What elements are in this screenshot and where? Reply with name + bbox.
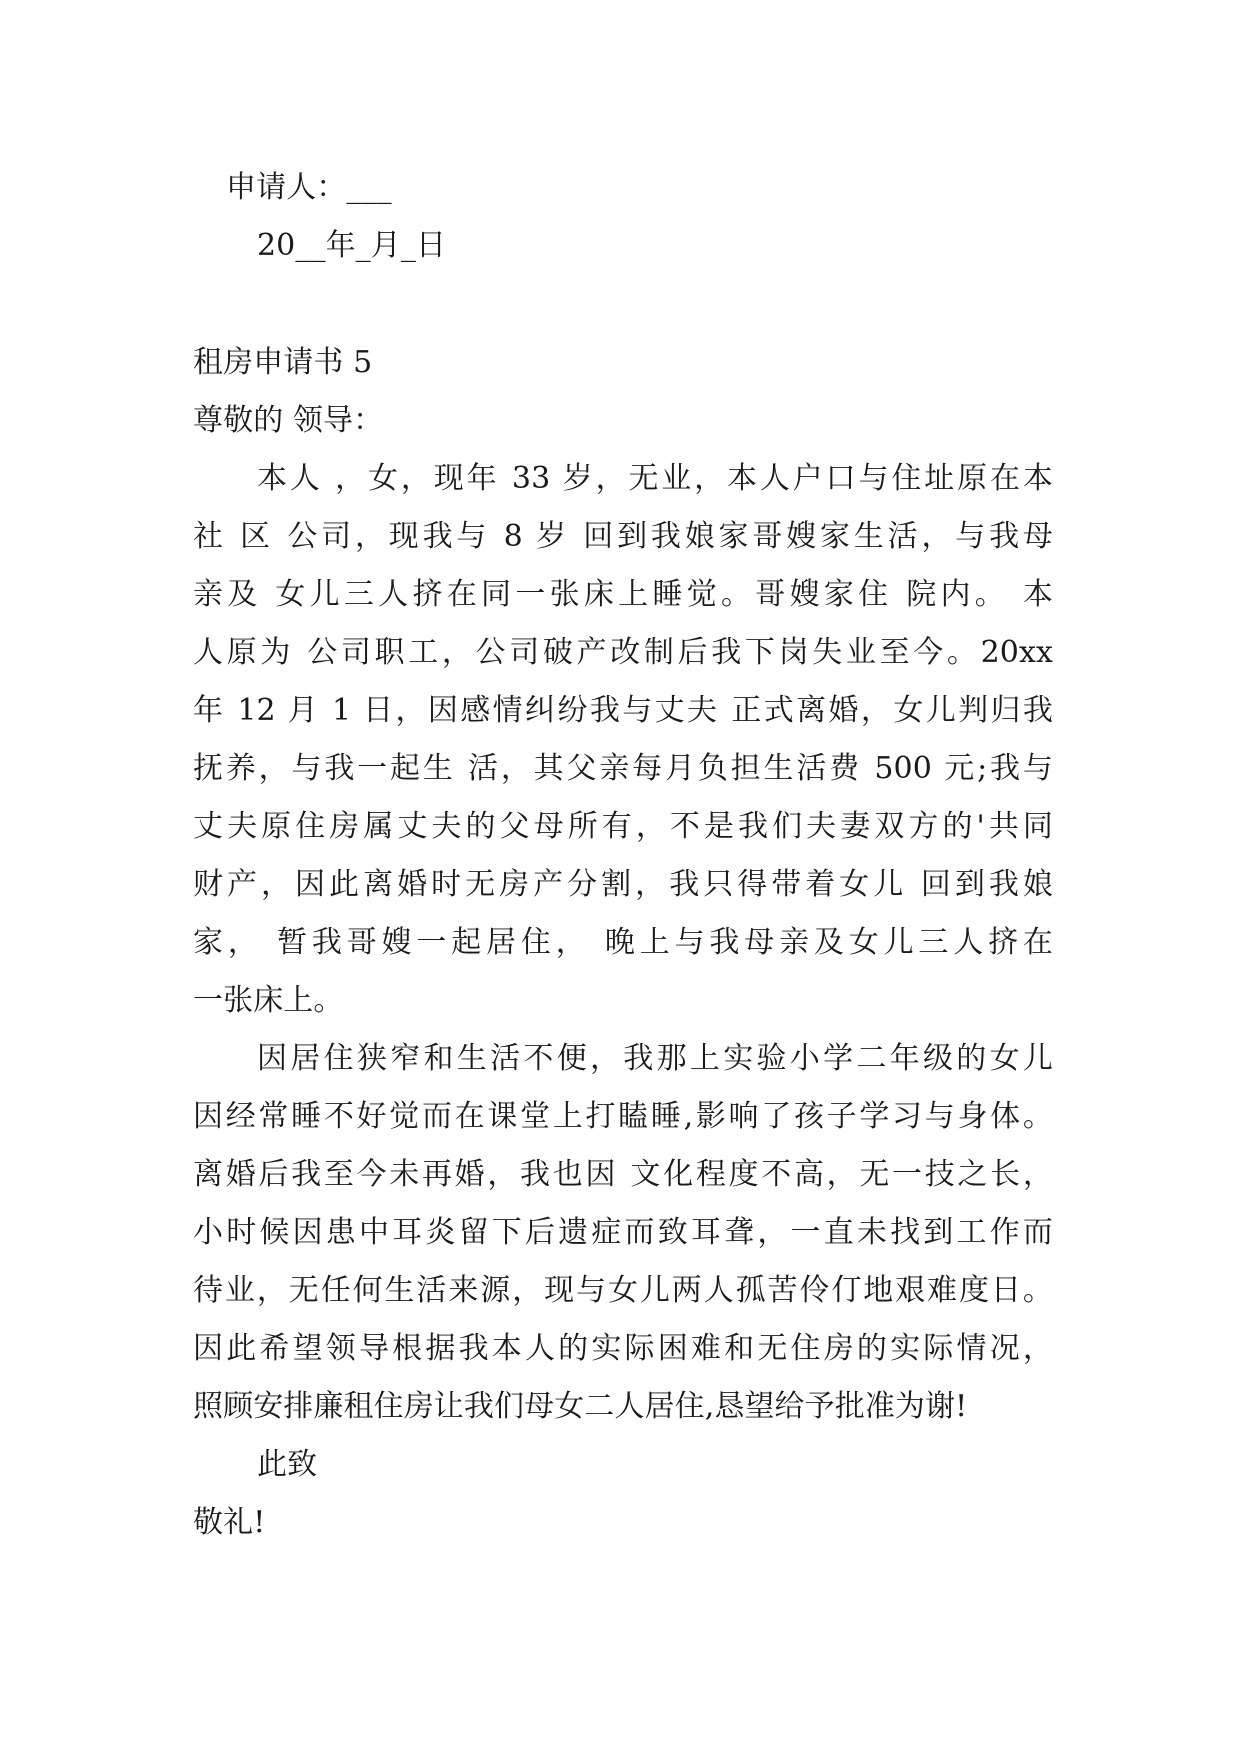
paragraph-line: 小时候因患中耳炎留下后遗症而致耳聋，一直未找到工作而 [193,1215,1053,1250]
paragraph-line: 一张床上。 [193,983,344,1018]
paragraph-line: 待业，无任何生活来源，现与女儿两人孤苦伶仃地艰难度日。 [193,1273,1053,1308]
paragraph-line: 丈夫原住房属丈夫的父母所有，不是我们夫妻双方的'共同 [193,809,1053,844]
paragraph-line: 照顾安排廉租住房让我们母女二人居住,恳望给予批准为谢! [193,1389,968,1424]
paragraph-line: 社 区 公司，现我与 8 岁 回到我娘家哥嫂家生活，与我母 [193,519,1053,554]
paragraph-line: 因经常睡不好觉而在课堂上打瞌睡,影响了孩子学习与身体。 [193,1099,1053,1134]
paragraph-line: 因居住狭窄和生活不便，我那上实验小学二年级的女儿 [257,1041,1053,1076]
paragraph-line: 本人 ，女，现年 33 岁，无业，本人户口与住址原在本 [257,461,1053,496]
paragraph-line: 亲及 女儿三人挤在同一张床上睡觉。哥嫂家住 院内。 本 [193,577,1053,612]
letter-closing: 此致 [257,1447,318,1482]
letter-regards: 敬礼! [193,1505,266,1540]
paragraph-line: 家， 暂我哥嫂一起居住， 晚上与我母亲及女儿三人挤在 [193,925,1053,960]
paragraph-line: 抚养，与我一起生 活，其父亲每月负担生活费 500 元;我与 [193,751,1053,786]
paragraph-line: 年 12 月 1 日，因感情纠纷我与丈夫 正式离婚，女儿判归我 [193,693,1053,728]
letter-salutation: 尊敬的 领导： [193,403,384,438]
paragraph-line: 离婚后我至今未再婚，我也因 文化程度不高，无一技之长， [193,1157,1053,1192]
letter-title: 租房申请书 5 [193,345,373,380]
signature-date-line: 20__年_月_日 [257,228,447,263]
applicant-signature-line: 申请人：___ [226,170,392,205]
paragraph-line: 人原为 公司职工，公司破产改制后我下岗失业至今。20xx [193,635,1053,670]
paragraph-line: 财产，因此离婚时无房产分割，我只得带着女儿 回到我娘 [193,867,1053,902]
paragraph-line: 因此希望领导根据我本人的实际困难和无住房的实际情况， [193,1331,1053,1366]
